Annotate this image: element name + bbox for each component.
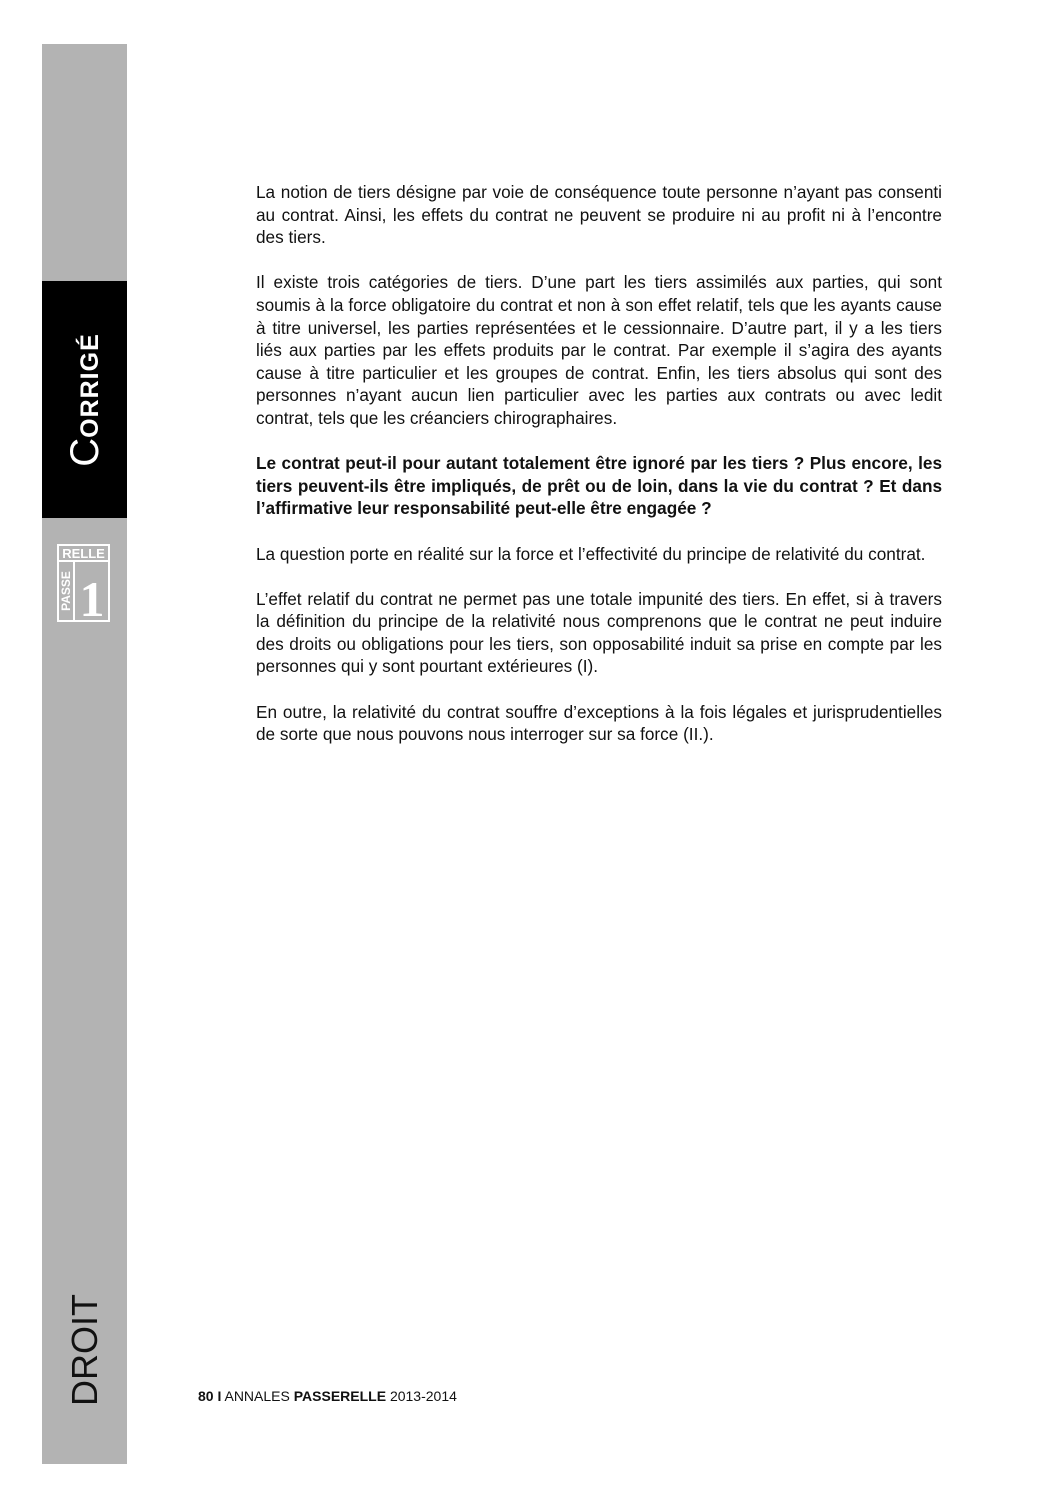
paragraph-relativite: La question porte en réalité sur la force et l’effectivité du principe de relativité du contrat. xyxy=(256,543,926,564)
paragraph-tiers-definition: La notion de tiers désigne par voie de conséquence toute personne n’ayant pas consenti au contrat. Ainsi, les effets du contrat ne peuvent se produire ni au profit ni à l’encontre des tiers. xyxy=(256,182,942,248)
paragraph-exceptions: En outre, la relativité du contrat souffre d’exceptions à la fois légales et jurisprudentielles de sorte que nous pouvons nous interroger sur sa force (II.). xyxy=(256,701,942,745)
article-body xyxy=(256,181,942,768)
subject-text: DROIT xyxy=(64,1294,105,1406)
passerelle-1-logo xyxy=(57,544,110,622)
corrige-tab xyxy=(42,281,127,518)
subject-label xyxy=(40,1294,130,1406)
sidebar-band xyxy=(42,44,127,1464)
logo-side-text: PASSE xyxy=(59,571,73,611)
footer-annales: ANNALES xyxy=(224,1388,290,1404)
paragraph-categories: Il existe trois catégories de tiers. D’une part les tiers assimilés aux parties, qui sont soumis à la force obligatoire du contrat et non à son effet relatif, tels que les ayants cause à titre universel, les parties représentées et le cessionnaire. D’autre part, il y a les tiers liés aux parties par les effets produits par le contrat. Par exemple il s’agira des ayants cause à titre particulier et les groupes de contrat. Enfin, les tiers absolus qui sont des personnes n’ayant aucun lien particulier avec les parties aux contrats ou avec ledit contrat, tels que les créanciers chirographaires. xyxy=(256,272,942,428)
logo-number: 1 xyxy=(79,571,105,622)
page-number: 80 xyxy=(198,1388,214,1404)
corrige-rest: ORRIGÉ xyxy=(75,332,104,438)
logo-top-text: RELLE xyxy=(62,546,105,561)
page-footer xyxy=(198,1388,457,1404)
paragraph-question: Le contrat peut-il pour autant totalement être ignoré par les tiers ? Plus encore, les tiers peuvent-ils être impliqués, de prêt ou de loin, dans la vie du contrat ? Et dans l’affirmative leur responsabilité peut-elle être engagée ? xyxy=(256,453,942,519)
footer-years: 2013-2014 xyxy=(389,1388,457,1404)
paragraph-effet-relatif: L’effet relatif du contrat ne permet pas une totale impunité des tiers. En effet, si à travers la définition du principe de la relativité nous comprenons que le contrat ne peut induire des droits ou obligations pour les tiers, son opposabilité induit sa prise en compte par les personnes qui y sont pourtant extérieures (I). xyxy=(256,588,942,677)
corrige-label xyxy=(62,332,107,467)
footer-brand: PASSERELLE xyxy=(293,1388,387,1404)
footer-separator: I xyxy=(217,1388,222,1404)
corrige-initial: C xyxy=(62,437,107,467)
